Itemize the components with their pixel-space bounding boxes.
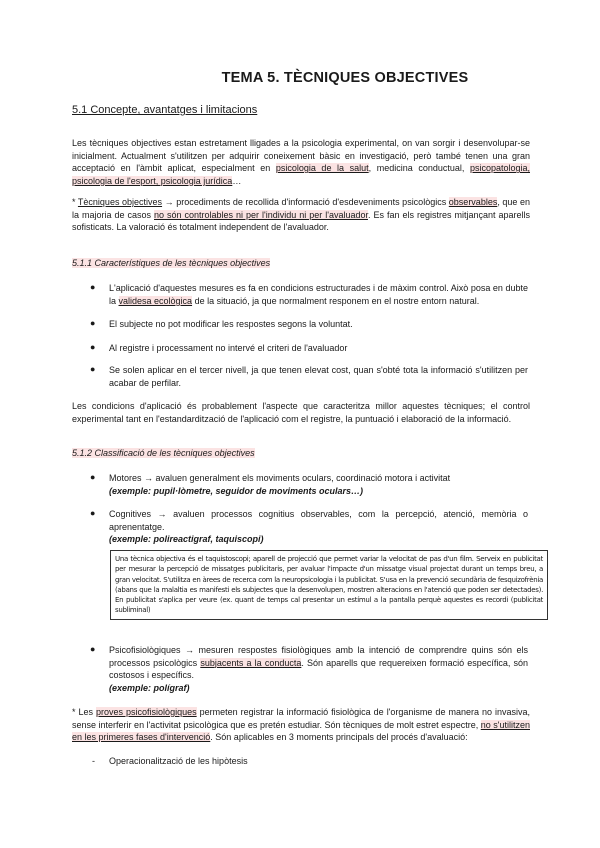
page-title: TEMA 5. TÈCNIQUES OBJECTIVES [221,70,469,86]
definition-paragraph: * Tècniques objectives → procediments de recollida d'informació d'esdeveniments psicològics observables, que en la majoria de casos no són controlables ni per l'individu ni per l'avaluador. Es fan els registres mitjançant aparells sofisticats. La valoració és totalment independent de l'avaluador. [72,197,531,233]
highlight-not-first-phases: no s'utilitzen en les primeres fases d'intervenció [72,719,530,743]
document-page: TEMA 5. TÈCNIQUES OBJECTIVES 5.1 Concepte, avantatges i limitacions Les tècniques objectives estan estretament lligades a la psicologia experimental, on van sorgir i desenvolupar-se inicialment. Actualment s'utilitzen per adquirir coneixement bàsic en investigació, però també tenen una gran acceptació en l'àmbit aplicat, especialment en psicologia de la salut, medicina conductual, psicopatologia, psicologia de l'esport, psicologia jurídica… * Tècniques objectives → procediments de recollida d'informació d'esdeveniments psicològics observables, que en la majoria de casos no són controlables ni per l'individu ni per l'avaluador. Es fan els registres mitjançant aparells sofisticats. La valoració és totalment independent de l'avaluador. 5.1.1 Característiques de les tècniques objectives ● L'aplicació d'aquestes mesures es fa en condicions estructurades i de màxim control. Això posa en dubte la validesa ecològica de la situació, ja que normalment responem en el nostre entorn natural. ● El subjecte no pot modificar les respostes segons la voluntat. ● Al registre i processament no intervé el criteri de l'avaluador ● Se solen aplicar en el tercer nivell, ja que tenen elevat cost, quan s'obté tota la informació s'utilitzen per acabar de perfilar. Les condicions d'aplicació és probablement l'aspecte que caracteritza millor aquestes tècniques; el control experimental tant en l'estandardització de l'aplicació com el registre, la puntuació i elaboració de la informació. 5.1.2 Classificació de les tècniques objectives ● Motores → avaluen generalment els moviments oculars, coordinació motora i activitat (exemple: pupil·lòmetre, seguidor de moviments oculars…) ● Cognitives → avaluen processos cognitius observables, com la percepció, atenció, memòria o aprenentatge. (exemple: polireactigraf, taquiscopi) Una tècnica objectiva és el taquistoscopi; aparell de projecció que permet variar la velocitat de pas d'un film. Serveix en publicitat per mesurar la percepció de missatges publicitaris, per avaluar l'impacte d'un missatge visual projectat durant un temps breu, a gran velocitat. S'utilitza en àrees de recerca com la neuropsicologia i la publicitat. S'usa en la prevenció secundària de fesquizofrènia (abans que la malaltia es manifesti els subjectes que la desenvolupen, mostren alteracions en l'atenció que poden ser detectades). En publicitat s'aplica per veure (ex. quant de temps cal presentar un estímul a la pantalla perquè aquestes es recordi (publicitat subliminal) ● Psicofisiològiques → mesuren respostes fisiològiques amb la intenció de comprendre quins són els processos psicològics subjacents a la conducta. Són aparells que requereixen formació específica, són costosos i específics. (exemple: polígraf) * Les proves psicofisiològiques permeten registrar la informació fisiològica de l'organisme de manera no invasiva, sense interferir en l'activitat psicològica que es pretén estudiar. Són tècniques de molt estret espectre, no s'utilitzen en les primeres fases d'intervenció. Són aplicables en 3 moments principals del procés d'avaluació: - Operacionalització de les hipòtesis [0,0,600,848]
bullet-icon: ● [90,318,96,328]
conditions-paragraph: Les condicions d'aplicació és probablement l'aspecte que caracteritza millor aquestes tècniques; el control experimental tant en l'estandardització de l'aplicació com el registre, la puntuació i elaboració de la informació. [72,401,530,424]
highlight-psychology-fields: psicopatologia, psicologia de l'esport, psicologia jurídica [72,163,530,186]
highlight-observables: observables [448,197,498,207]
highlight-not-controllable: no són controlables ni per l'individu ni per l'avaluador [154,209,368,220]
psychophysiological-paragraph: * Les proves psicofisiològiques permeten registrar la informació fisiològica de l'organisme de manera no invasiva, sense interferir en l'activitat psicològica que es pretén estudiar. Són tècniques de molt estret espectre, no s'utilitzen en les primeres fases d'intervenció. Són aplicables en 3 moments principals del procés d'avaluació: [72,707,530,743]
term-objective-techniques: Tècniques objectives [77,197,163,207]
section-heading-5-1: 5.1 Concepte, avantatges i limitacions [72,104,258,116]
highlight-health-psychology: psicologia de la salut [275,163,369,174]
bullet-icon: ● [90,472,96,482]
tachistoscope-note-box: Una tècnica objectiva és el taquistoscopi; aparell de projecció que permet variar la velocitat de pas d'un film. Serveix en publicitat per mesurar la percepció de missatges publicitaris, per avaluar l'impacte d'un missatge visual projectat durant un temps breu, a gran velocitat. S'utilitza en àrees de recerca com la neuropsicologia i la publicitat. S'usa en la prevenció secundària de fesquizofrènia (abans que la malaltia es manifesti els subjectes que la desenvolupen, mostren alteracions en l'atenció que poden ser detectades). En publicitat s'aplica per veure (ex. quant de temps cal presentar un estímul a la pantalla perquè aquestes es recordi (publicitat subliminal) [110,550,548,620]
bullet-icon: ● [90,644,96,654]
bullet-icon: ● [90,342,96,352]
bullet-icon: ● [90,282,96,292]
section-heading-5-1-1: 5.1.1 Característiques de les tècniques objectives [72,258,271,268]
bullet-icon: ● [90,508,96,518]
highlight-underlying-behavior: subjacents a la conducta [200,657,302,668]
highlight-psychophysiological-tests: proves psicofisiològiques [96,707,197,717]
section-heading-5-1-2: 5.1.2 Classificació de les tècniques objectives [72,448,255,458]
highlight-ecological-validity: validesa ecològica [118,295,193,306]
intro-paragraph: Les tècniques objectives estan estretament lligades a la psicologia experimental, on van sorgir i desenvolupar-se inicialment. Actualment s'utilitzen per adquirir coneixement bàsic en investigació, però també tenen una gran acceptació en l'àmbit aplicat, especialment en psicologia de la salut, medicina conductual, psicopatologia, psicologia de l'esport, psicologia jurídica… [72,138,530,186]
bullet-icon: ● [90,364,96,374]
